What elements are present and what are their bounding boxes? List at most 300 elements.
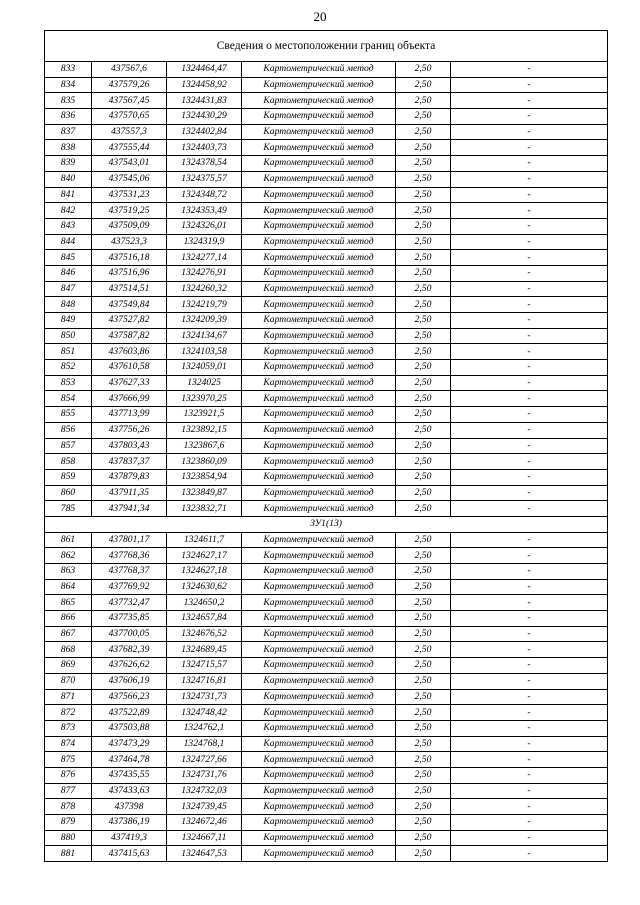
method-cell: Картометрический метод bbox=[242, 313, 396, 329]
point-number-cell: 851 bbox=[45, 344, 92, 360]
table-row bbox=[45, 124, 608, 140]
description-cell: - bbox=[451, 187, 608, 203]
description-cell: - bbox=[451, 156, 608, 172]
description-cell: - bbox=[451, 579, 608, 595]
table-row bbox=[45, 720, 608, 736]
table-row bbox=[45, 799, 608, 815]
x-coordinate-cell: 437433,63 bbox=[92, 783, 167, 799]
table-row bbox=[45, 532, 608, 548]
description-cell: - bbox=[451, 626, 608, 642]
method-cell: Картометрический метод bbox=[242, 611, 396, 627]
point-number-cell: 859 bbox=[45, 469, 92, 485]
method-cell: Картометрический метод bbox=[242, 815, 396, 831]
accuracy-cell: 2,50 bbox=[396, 422, 451, 438]
point-number-cell: 877 bbox=[45, 783, 92, 799]
description-cell: - bbox=[451, 501, 608, 517]
y-coordinate-cell: 1323892,15 bbox=[167, 422, 242, 438]
y-coordinate-cell: 1324748,42 bbox=[167, 705, 242, 721]
accuracy-cell: 2,50 bbox=[396, 391, 451, 407]
method-cell: Картометрический метод bbox=[242, 438, 396, 454]
y-coordinate-cell: 1324657,84 bbox=[167, 611, 242, 627]
accuracy-cell: 2,50 bbox=[396, 658, 451, 674]
point-number-cell: 876 bbox=[45, 767, 92, 783]
point-number-cell: 850 bbox=[45, 328, 92, 344]
x-coordinate-cell: 437768,37 bbox=[92, 564, 167, 580]
y-coordinate-cell: 1324209,39 bbox=[167, 313, 242, 329]
method-cell: Картометрический метод bbox=[242, 673, 396, 689]
description-cell: - bbox=[451, 736, 608, 752]
accuracy-cell: 2,50 bbox=[396, 689, 451, 705]
point-number-cell: 870 bbox=[45, 673, 92, 689]
method-cell: Картометрический метод bbox=[242, 783, 396, 799]
table-row bbox=[45, 77, 608, 93]
x-coordinate-cell: 437522,89 bbox=[92, 705, 167, 721]
description-cell: - bbox=[451, 140, 608, 156]
x-coordinate-cell: 437527,82 bbox=[92, 313, 167, 329]
x-coordinate-cell: 437803,43 bbox=[92, 438, 167, 454]
method-cell: Картометрический метод bbox=[242, 77, 396, 93]
x-coordinate-cell: 437941,34 bbox=[92, 501, 167, 517]
method-cell: Картометрический метод bbox=[242, 187, 396, 203]
y-coordinate-cell: 1324103,58 bbox=[167, 344, 242, 360]
table-row bbox=[45, 548, 608, 564]
y-coordinate-cell: 1324667,11 bbox=[167, 830, 242, 846]
point-number-cell: 849 bbox=[45, 313, 92, 329]
table-row bbox=[45, 564, 608, 580]
table-row bbox=[45, 140, 608, 156]
x-coordinate-cell: 437626,62 bbox=[92, 658, 167, 674]
accuracy-cell: 2,50 bbox=[396, 375, 451, 391]
table-row bbox=[45, 360, 608, 376]
point-number-cell: 834 bbox=[45, 77, 92, 93]
table-row bbox=[45, 265, 608, 281]
y-coordinate-cell: 1324715,57 bbox=[167, 658, 242, 674]
accuracy-cell: 2,50 bbox=[396, 438, 451, 454]
x-coordinate-cell: 437531,23 bbox=[92, 187, 167, 203]
accuracy-cell: 2,50 bbox=[396, 485, 451, 501]
y-coordinate-cell: 1324731,73 bbox=[167, 689, 242, 705]
x-coordinate-cell: 437549,84 bbox=[92, 297, 167, 313]
table-row bbox=[45, 485, 608, 501]
table-row bbox=[45, 501, 608, 517]
section-row bbox=[45, 516, 608, 532]
description-cell: - bbox=[451, 171, 608, 187]
description-cell: - bbox=[451, 469, 608, 485]
table-row bbox=[45, 830, 608, 846]
point-number-cell: 880 bbox=[45, 830, 92, 846]
description-cell: - bbox=[451, 360, 608, 376]
accuracy-cell: 2,50 bbox=[396, 815, 451, 831]
description-cell: - bbox=[451, 611, 608, 627]
accuracy-cell: 2,50 bbox=[396, 595, 451, 611]
point-number-cell: 838 bbox=[45, 140, 92, 156]
table-row bbox=[45, 93, 608, 109]
point-number-cell: 846 bbox=[45, 265, 92, 281]
method-cell: Картометрический метод bbox=[242, 124, 396, 140]
description-cell: - bbox=[451, 689, 608, 705]
table-row bbox=[45, 846, 608, 862]
table-row bbox=[45, 422, 608, 438]
point-number-cell: 866 bbox=[45, 611, 92, 627]
accuracy-cell: 2,50 bbox=[396, 124, 451, 140]
point-number-cell: 879 bbox=[45, 815, 92, 831]
section-label: ЗУ1(13) bbox=[45, 516, 608, 532]
description-cell: - bbox=[451, 705, 608, 721]
method-cell: Картометрический метод bbox=[242, 846, 396, 862]
method-cell: Картометрический метод bbox=[242, 265, 396, 281]
y-coordinate-cell: 1324403,73 bbox=[167, 140, 242, 156]
accuracy-cell: 2,50 bbox=[396, 250, 451, 266]
x-coordinate-cell: 437545,06 bbox=[92, 171, 167, 187]
accuracy-cell: 2,50 bbox=[396, 234, 451, 250]
method-cell: Картометрический метод bbox=[242, 218, 396, 234]
y-coordinate-cell: 1324762,1 bbox=[167, 720, 242, 736]
point-number-cell: 868 bbox=[45, 642, 92, 658]
point-number-cell: 852 bbox=[45, 360, 92, 376]
point-number-cell: 869 bbox=[45, 658, 92, 674]
y-coordinate-cell: 1323921,5 bbox=[167, 407, 242, 423]
accuracy-cell: 2,50 bbox=[396, 767, 451, 783]
method-cell: Картометрический метод bbox=[242, 564, 396, 580]
y-coordinate-cell: 1324378,54 bbox=[167, 156, 242, 172]
table-row bbox=[45, 642, 608, 658]
accuracy-cell: 2,50 bbox=[396, 579, 451, 595]
accuracy-cell: 2,50 bbox=[396, 297, 451, 313]
method-cell: Картометрический метод bbox=[242, 281, 396, 297]
page-number: 20 bbox=[313, 9, 327, 24]
x-coordinate-cell: 437570,65 bbox=[92, 109, 167, 125]
accuracy-cell: 2,50 bbox=[396, 218, 451, 234]
point-number-cell: 881 bbox=[45, 846, 92, 862]
method-cell: Картометрический метод bbox=[242, 579, 396, 595]
y-coordinate-cell: 1324627,17 bbox=[167, 548, 242, 564]
accuracy-cell: 2,50 bbox=[396, 281, 451, 297]
description-cell: - bbox=[451, 846, 608, 862]
point-number-cell: 857 bbox=[45, 438, 92, 454]
description-cell: - bbox=[451, 658, 608, 674]
x-coordinate-cell: 437516,18 bbox=[92, 250, 167, 266]
table-row bbox=[45, 579, 608, 595]
table-row bbox=[45, 313, 608, 329]
point-number-cell: 874 bbox=[45, 736, 92, 752]
table-row bbox=[45, 109, 608, 125]
accuracy-cell: 2,50 bbox=[396, 344, 451, 360]
point-number-cell: 878 bbox=[45, 799, 92, 815]
y-coordinate-cell: 1324277,14 bbox=[167, 250, 242, 266]
x-coordinate-cell: 437386,19 bbox=[92, 815, 167, 831]
x-coordinate-cell: 437700,05 bbox=[92, 626, 167, 642]
y-coordinate-cell: 1324716,81 bbox=[167, 673, 242, 689]
table-row bbox=[45, 375, 608, 391]
accuracy-cell: 2,50 bbox=[396, 360, 451, 376]
accuracy-cell: 2,50 bbox=[396, 501, 451, 517]
y-coordinate-cell: 1324739,45 bbox=[167, 799, 242, 815]
point-number-cell: 875 bbox=[45, 752, 92, 768]
accuracy-cell: 2,50 bbox=[396, 736, 451, 752]
y-coordinate-cell: 1324676,52 bbox=[167, 626, 242, 642]
point-number-cell: 856 bbox=[45, 422, 92, 438]
table-row bbox=[45, 767, 608, 783]
point-number-cell: 863 bbox=[45, 564, 92, 580]
point-number-cell: 864 bbox=[45, 579, 92, 595]
table-row bbox=[45, 62, 608, 78]
x-coordinate-cell: 437567,45 bbox=[92, 93, 167, 109]
y-coordinate-cell: 1324464,47 bbox=[167, 62, 242, 78]
y-coordinate-cell: 1324431,83 bbox=[167, 93, 242, 109]
x-coordinate-cell: 437587,82 bbox=[92, 328, 167, 344]
accuracy-cell: 2,50 bbox=[396, 77, 451, 93]
accuracy-cell: 2,50 bbox=[396, 328, 451, 344]
y-coordinate-cell: 1324260,32 bbox=[167, 281, 242, 297]
accuracy-cell: 2,50 bbox=[396, 673, 451, 689]
point-number-cell: 860 bbox=[45, 485, 92, 501]
method-cell: Картометрический метод bbox=[242, 548, 396, 564]
point-number-cell: 841 bbox=[45, 187, 92, 203]
table-row bbox=[45, 187, 608, 203]
description-cell: - bbox=[451, 564, 608, 580]
y-coordinate-cell: 1324732,03 bbox=[167, 783, 242, 799]
accuracy-cell: 2,50 bbox=[396, 93, 451, 109]
method-cell: Картометрический метод bbox=[242, 109, 396, 125]
method-cell: Картометрический метод bbox=[242, 705, 396, 721]
description-cell: - bbox=[451, 218, 608, 234]
table-row bbox=[45, 815, 608, 831]
accuracy-cell: 2,50 bbox=[396, 156, 451, 172]
accuracy-cell: 2,50 bbox=[396, 265, 451, 281]
table-row bbox=[45, 658, 608, 674]
y-coordinate-cell: 1324731,76 bbox=[167, 767, 242, 783]
method-cell: Картометрический метод bbox=[242, 454, 396, 470]
x-coordinate-cell: 437503,88 bbox=[92, 720, 167, 736]
y-coordinate-cell: 1324025 bbox=[167, 375, 242, 391]
point-number-cell: 854 bbox=[45, 391, 92, 407]
description-cell: - bbox=[451, 297, 608, 313]
description-cell: - bbox=[451, 250, 608, 266]
point-number-cell: 848 bbox=[45, 297, 92, 313]
x-coordinate-cell: 437801,17 bbox=[92, 532, 167, 548]
method-cell: Картометрический метод bbox=[242, 93, 396, 109]
description-cell: - bbox=[451, 642, 608, 658]
x-coordinate-cell: 437610,58 bbox=[92, 360, 167, 376]
y-coordinate-cell: 1324689,45 bbox=[167, 642, 242, 658]
method-cell: Картометрический метод bbox=[242, 250, 396, 266]
accuracy-cell: 2,50 bbox=[396, 564, 451, 580]
table-row bbox=[45, 705, 608, 721]
point-number-cell: 837 bbox=[45, 124, 92, 140]
method-cell: Картометрический метод bbox=[242, 736, 396, 752]
description-cell: - bbox=[451, 391, 608, 407]
method-cell: Картометрический метод bbox=[242, 658, 396, 674]
accuracy-cell: 2,50 bbox=[396, 140, 451, 156]
y-coordinate-cell: 1324134,67 bbox=[167, 328, 242, 344]
x-coordinate-cell: 437756,26 bbox=[92, 422, 167, 438]
x-coordinate-cell: 437435,55 bbox=[92, 767, 167, 783]
accuracy-cell: 2,50 bbox=[396, 783, 451, 799]
table-row bbox=[45, 752, 608, 768]
point-number-cell: 872 bbox=[45, 705, 92, 721]
method-cell: Картометрический метод bbox=[242, 297, 396, 313]
description-cell: - bbox=[451, 783, 608, 799]
y-coordinate-cell: 1324326,01 bbox=[167, 218, 242, 234]
table-title-row bbox=[45, 31, 608, 62]
table-row bbox=[45, 203, 608, 219]
accuracy-cell: 2,50 bbox=[396, 799, 451, 815]
x-coordinate-cell: 437419,3 bbox=[92, 830, 167, 846]
y-coordinate-cell: 1324319,9 bbox=[167, 234, 242, 250]
y-coordinate-cell: 1323849,87 bbox=[167, 485, 242, 501]
table-title: Сведения о местоположении границ объекта bbox=[45, 31, 608, 62]
accuracy-cell: 2,50 bbox=[396, 642, 451, 658]
accuracy-cell: 2,50 bbox=[396, 187, 451, 203]
table-row bbox=[45, 234, 608, 250]
x-coordinate-cell: 437464,78 bbox=[92, 752, 167, 768]
point-number-cell: 853 bbox=[45, 375, 92, 391]
point-number-cell: 836 bbox=[45, 109, 92, 125]
description-cell: - bbox=[451, 454, 608, 470]
method-cell: Картометрический метод bbox=[242, 799, 396, 815]
table-row bbox=[45, 344, 608, 360]
description-cell: - bbox=[451, 328, 608, 344]
y-coordinate-cell: 1323832,71 bbox=[167, 501, 242, 517]
point-number-cell: 840 bbox=[45, 171, 92, 187]
y-coordinate-cell: 1324348,72 bbox=[167, 187, 242, 203]
x-coordinate-cell: 437606,19 bbox=[92, 673, 167, 689]
description-cell: - bbox=[451, 548, 608, 564]
description-cell: - bbox=[451, 407, 608, 423]
table-row bbox=[45, 438, 608, 454]
table-row bbox=[45, 171, 608, 187]
table-row bbox=[45, 454, 608, 470]
description-cell: - bbox=[451, 62, 608, 78]
x-coordinate-cell: 437732,47 bbox=[92, 595, 167, 611]
x-coordinate-cell: 437682,39 bbox=[92, 642, 167, 658]
point-number-cell: 861 bbox=[45, 532, 92, 548]
point-number-cell: 862 bbox=[45, 548, 92, 564]
point-number-cell: 835 bbox=[45, 93, 92, 109]
x-coordinate-cell: 437415,63 bbox=[92, 846, 167, 862]
description-cell: - bbox=[451, 532, 608, 548]
y-coordinate-cell: 1324727,66 bbox=[167, 752, 242, 768]
description-cell: - bbox=[451, 77, 608, 93]
accuracy-cell: 2,50 bbox=[396, 705, 451, 721]
point-number-cell: 845 bbox=[45, 250, 92, 266]
y-coordinate-cell: 1323860,09 bbox=[167, 454, 242, 470]
point-number-cell: 844 bbox=[45, 234, 92, 250]
y-coordinate-cell: 1324768,1 bbox=[167, 736, 242, 752]
point-number-cell: 855 bbox=[45, 407, 92, 423]
point-number-cell: 865 bbox=[45, 595, 92, 611]
x-coordinate-cell: 437579,26 bbox=[92, 77, 167, 93]
table-row bbox=[45, 611, 608, 627]
x-coordinate-cell: 437543,01 bbox=[92, 156, 167, 172]
table-row bbox=[45, 218, 608, 234]
method-cell: Картометрический метод bbox=[242, 156, 396, 172]
description-cell: - bbox=[451, 93, 608, 109]
x-coordinate-cell: 437769,92 bbox=[92, 579, 167, 595]
table-body bbox=[45, 31, 608, 862]
table-row bbox=[45, 250, 608, 266]
y-coordinate-cell: 1324647,53 bbox=[167, 846, 242, 862]
x-coordinate-cell: 437879,83 bbox=[92, 469, 167, 485]
method-cell: Картометрический метод bbox=[242, 328, 396, 344]
accuracy-cell: 2,50 bbox=[396, 407, 451, 423]
description-cell: - bbox=[451, 438, 608, 454]
y-coordinate-cell: 1323970,25 bbox=[167, 391, 242, 407]
table-row bbox=[45, 469, 608, 485]
method-cell: Картометрический метод bbox=[242, 720, 396, 736]
method-cell: Картометрический метод bbox=[242, 532, 396, 548]
accuracy-cell: 2,50 bbox=[396, 469, 451, 485]
description-cell: - bbox=[451, 422, 608, 438]
method-cell: Картометрический метод bbox=[242, 469, 396, 485]
point-number-cell: 842 bbox=[45, 203, 92, 219]
x-coordinate-cell: 437398 bbox=[92, 799, 167, 815]
accuracy-cell: 2,50 bbox=[396, 62, 451, 78]
method-cell: Картометрический метод bbox=[242, 485, 396, 501]
table-row bbox=[45, 297, 608, 313]
point-number-cell: 858 bbox=[45, 454, 92, 470]
y-coordinate-cell: 1324430,29 bbox=[167, 109, 242, 125]
point-number-cell: 785 bbox=[45, 501, 92, 517]
table-row bbox=[45, 407, 608, 423]
accuracy-cell: 2,50 bbox=[396, 830, 451, 846]
x-coordinate-cell: 437514,51 bbox=[92, 281, 167, 297]
description-cell: - bbox=[451, 265, 608, 281]
x-coordinate-cell: 437509,09 bbox=[92, 218, 167, 234]
table-row bbox=[45, 328, 608, 344]
x-coordinate-cell: 437627,33 bbox=[92, 375, 167, 391]
method-cell: Картометрический метод bbox=[242, 407, 396, 423]
boundary-coordinates-table bbox=[44, 30, 608, 862]
x-coordinate-cell: 437735,85 bbox=[92, 611, 167, 627]
point-number-cell: 833 bbox=[45, 62, 92, 78]
method-cell: Картометрический метод bbox=[242, 689, 396, 705]
method-cell: Картометрический метод bbox=[242, 767, 396, 783]
description-cell: - bbox=[451, 720, 608, 736]
accuracy-cell: 2,50 bbox=[396, 171, 451, 187]
description-cell: - bbox=[451, 124, 608, 140]
x-coordinate-cell: 437523,3 bbox=[92, 234, 167, 250]
x-coordinate-cell: 437713,99 bbox=[92, 407, 167, 423]
table-row bbox=[45, 626, 608, 642]
accuracy-cell: 2,50 bbox=[396, 532, 451, 548]
y-coordinate-cell: 1323867,6 bbox=[167, 438, 242, 454]
accuracy-cell: 2,50 bbox=[396, 611, 451, 627]
point-number-cell: 843 bbox=[45, 218, 92, 234]
accuracy-cell: 2,50 bbox=[396, 109, 451, 125]
point-number-cell: 873 bbox=[45, 720, 92, 736]
accuracy-cell: 2,50 bbox=[396, 846, 451, 862]
accuracy-cell: 2,50 bbox=[396, 752, 451, 768]
table-row bbox=[45, 783, 608, 799]
method-cell: Картометрический метод bbox=[242, 626, 396, 642]
table-row bbox=[45, 281, 608, 297]
y-coordinate-cell: 1324458,92 bbox=[167, 77, 242, 93]
description-cell: - bbox=[451, 281, 608, 297]
description-cell: - bbox=[451, 767, 608, 783]
description-cell: - bbox=[451, 799, 608, 815]
y-coordinate-cell: 1324059,01 bbox=[167, 360, 242, 376]
y-coordinate-cell: 1323854,94 bbox=[167, 469, 242, 485]
description-cell: - bbox=[451, 344, 608, 360]
y-coordinate-cell: 1324630,62 bbox=[167, 579, 242, 595]
y-coordinate-cell: 1324650,2 bbox=[167, 595, 242, 611]
description-cell: - bbox=[451, 752, 608, 768]
point-number-cell: 847 bbox=[45, 281, 92, 297]
method-cell: Картометрический метод bbox=[242, 62, 396, 78]
method-cell: Картометрический метод bbox=[242, 140, 396, 156]
x-coordinate-cell: 437557,3 bbox=[92, 124, 167, 140]
